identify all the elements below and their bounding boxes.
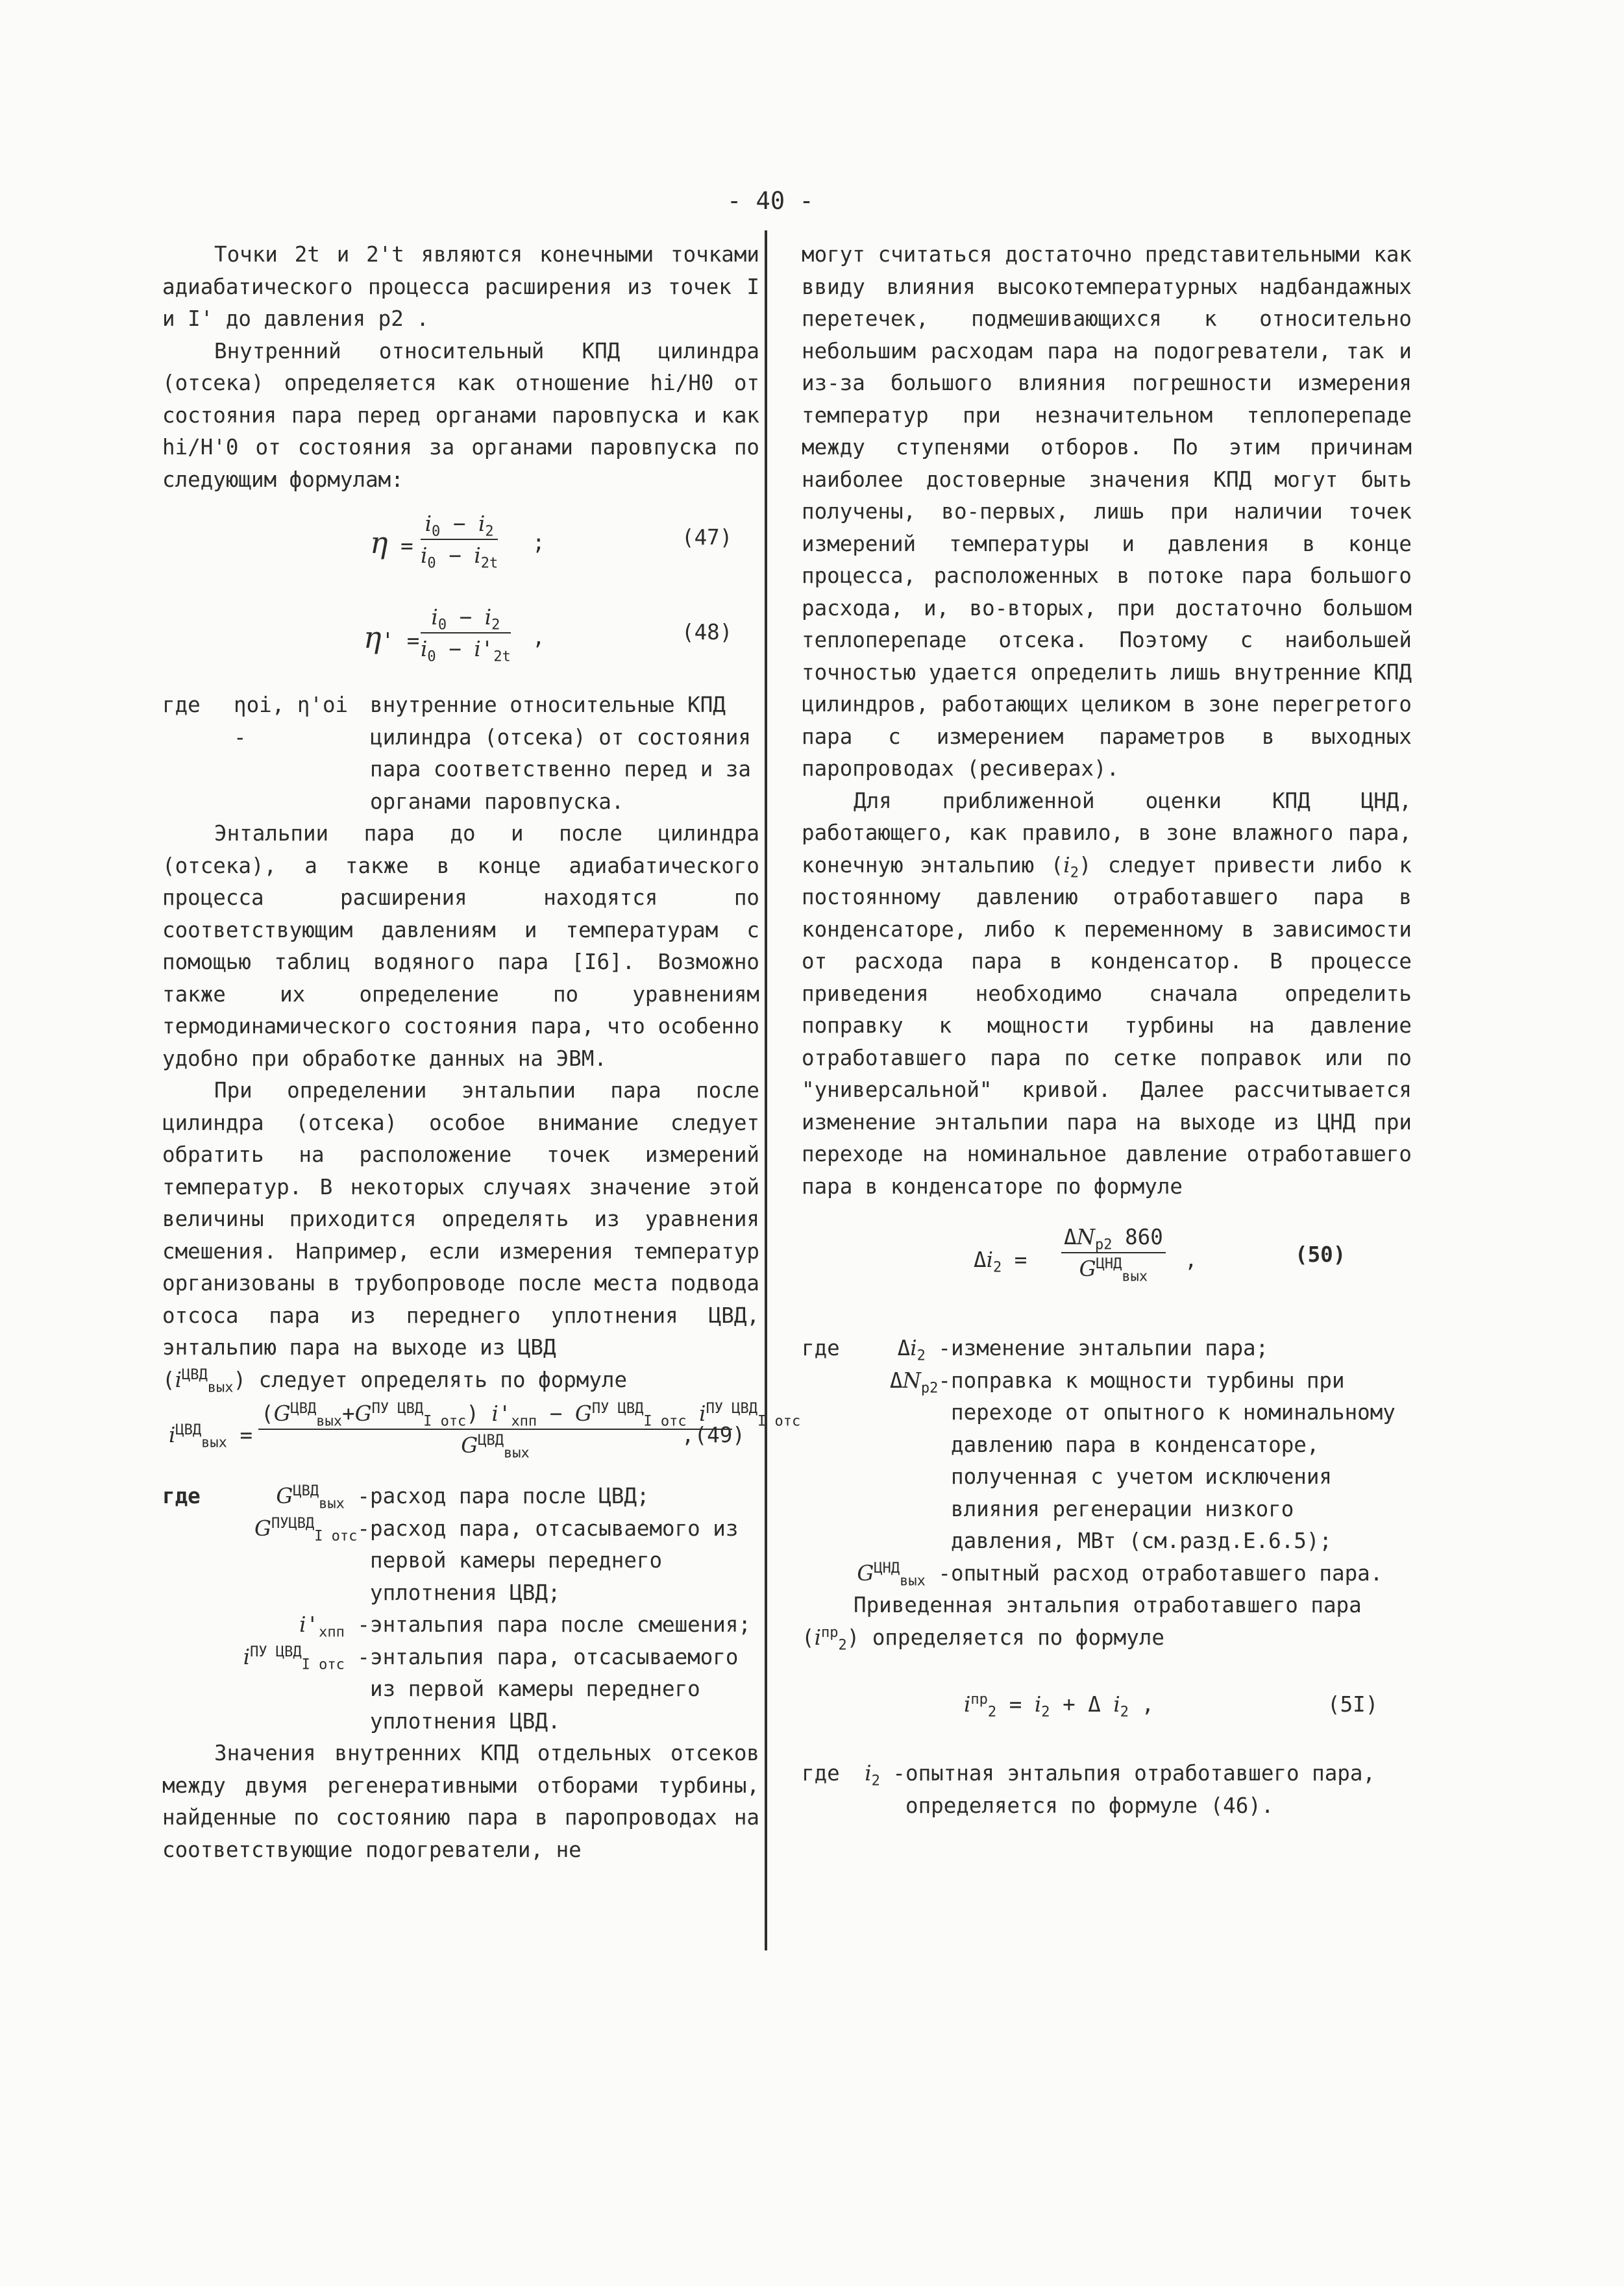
right-column xyxy=(802,239,1412,1822)
definition-term: ηoi, η'oi - xyxy=(234,693,349,750)
definition-i2: где $i_2$ - опытная энтальпия отработавшего пара, определяется по формуле (46). xyxy=(802,1758,1412,1822)
left-paragraph-4-tail: $(i^{ЦВД}_{вых})$ следует определять по формуле xyxy=(162,1366,628,1395)
left-paragraph-5: Значения внутренних КПД отдельных отсеков между двумя регенеративными отборами турбины, найденные по состоянию пара в паропроводах на соответствующие подогреватели, не xyxy=(162,1741,759,1862)
left-paragraph-3: Энтальпии пара до и после цилиндра (отсека), а также в конце адиабатического процесса расширения находятся по соответствующим давлениям и температурам с помощью таблиц водяного пара [I6]. Возможно также их определение по уравнениям термодинамического состояния пара, что особенно удобно при обработке данных на ЭВМ. xyxy=(162,821,759,1071)
formula-48: η' = $i_0 - i_2$ $i_0 - i'_{2t}$ , (48) xyxy=(162,591,759,685)
equation-number-49: ,(49) xyxy=(682,1423,745,1447)
equation-number-51: (5I) xyxy=(1327,1692,1379,1717)
left-paragraph-2: Внутренний относительный КПД цилиндра (отсека) определяется как отношение hi/H0 от состояния пара перед органами паровпуска и как hi/H'0 от состояния за органами паровпуска по следующим формулам: xyxy=(162,338,759,492)
left-paragraph-1: Точки 2t и 2't являются конечными точками адиабатического процесса расширения из точек I и I' до давления p2 . xyxy=(162,242,759,331)
definition-item: $i'_{хпп}$ - энтальпия пара после смешения; xyxy=(299,1612,751,1641)
gde-label-2: где xyxy=(162,1484,201,1508)
definition-eta xyxy=(162,689,759,818)
definition-item: $\Delta i_2$ - изменение энтальпии пара; xyxy=(897,1336,1269,1364)
definition-text: внутренние относительные КПД цилиндра (отсека) от состояния пара соответственно перед и за органами паровпуска. xyxy=(370,693,751,814)
page-number: - 40 - xyxy=(727,187,814,215)
definition-item: $i^{ПУ ЦВД}_{I отс}$ - энтальпия пара, отсасываемого из первой камеры переднего уплотнения ЦВД. xyxy=(243,1643,739,1734)
column-divider xyxy=(765,230,767,1950)
gde-label-3: где xyxy=(802,1336,840,1360)
equation-number-48: (48) xyxy=(682,620,733,645)
definition-item: $G^{ЦНД}_{вых}$ - опытный расход отработавшего пара. xyxy=(857,1560,1383,1589)
equation-number-47: (47) xyxy=(682,525,733,550)
left-column xyxy=(162,239,801,1866)
right-paragraph-2: Для приближенной оценки КПД ЦНД, работающего, как правило, в зоне влажного пара, конечную энтальпию $(i_2)$ следует привести либо к постоянному давлению отработавшего пара в конденсаторе, либо к переменному в зависимости от расхода пара в конденсатор. В процессе приведения необходимо сначала определить поправку к мощности турбины на давление отработавшего пара по сетке поправок или по "универсальной" кривой. Далее рассчитывается изменение энтальпии пара на выходе из ЦНД при переходе на номинальное давление отработавшего пара в конденсаторе по формуле xyxy=(802,788,1412,1199)
formula-51: $i^{пр}_2 = i_2 + \Delta$ $i_2$ , (5I) xyxy=(802,1654,1412,1758)
formula-49: $i^{ЦВД}_{вых}$ = $(G^{ЦВД}_{вых}+G^{ПУ ЦВД}_{I отс}) i'_{хпп} - G^{ПУ ЦВД}_{I отс}$ $i^{ПУ ЦВД}_{I отс}$ $G^{ЦВД}_{вых}$ ,(49) xyxy=(162,1396,759,1481)
right-paragraph-3: Приведенная энтальпия отработавшего пара $(i^{пр}_2)$ определяется по формуле xyxy=(802,1593,1362,1653)
equation-number-50: (50) xyxy=(1295,1242,1346,1267)
definitions-49 xyxy=(162,1481,759,1738)
definition-item: $G^{ПУЦВД}_{I отс}-$ расход пара, отсасываемого из первой камеры переднего уплотнения ЦВД; xyxy=(254,1515,739,1605)
definition-item: $\Delta N_{p2}-$ поправка к мощности турбины при переходе от опытного к номинальному давлению пара в конденсаторе, полученная с учетом исключения влияния регенерации низкого давления, МВт (см.разд.Е.6.5); xyxy=(889,1368,1396,1553)
definition-text: опытная энтальпия отработавшего пара, определяется по формуле (46). xyxy=(905,1761,1375,1818)
left-paragraph-4: При определении энтальпии пара после цилиндра (отсека) особое внимание следует обратить на расположение точек измерений температур. В некоторых случаях значение этой величины приходится определять из уравнения смешения. Например, если измерения температур организованы в трубопроводе после места подвода отсоса пара из переднего уплотнения ЦВД, энтальпию пара на выходе из ЦВД xyxy=(162,1078,759,1360)
formula-47: η = $i_0 - i_2$ $i_0 - i_{2t}$ ; (47) xyxy=(162,496,759,591)
gde-label-4: где xyxy=(802,1761,840,1786)
gde-label: где xyxy=(162,693,201,717)
definitions-50 xyxy=(802,1333,1412,1590)
definition-item: $G^{ЦВД}_{вых}$ - расход пара после ЦВД; xyxy=(276,1483,650,1512)
right-paragraph-1: могут считаться достаточно представительными как ввиду влияния высокотемпературных надбандажных перетечек, подмешивающихся к относительно небольшим расходам пара на подогреватели, так и из-за большого влияния погрешности измерения температур при незначительном теплоперепаде между ступенями отборов. По этим причинам наиболее достоверные значения КПД могут быть получены, во-первых, лишь при наличии точек измерений температуры и давления в конце процесса, расположенных в потоке пара большого расхода, и, во-вторых, при достаточно большом теплоперепаде отсека. Поэтому с наибольшей точностью удается определить лишь внутренние КПД цилиндров, работающих целиком в зоне перегретого пара с измерением параметров в выходных паропроводах (ресиверах). xyxy=(802,242,1412,781)
formula-50: $\Delta i_2$ = $\Delta N_{p2}$ 860 $G^{ЦНД}_{вых}$ , (50) xyxy=(802,1203,1412,1333)
